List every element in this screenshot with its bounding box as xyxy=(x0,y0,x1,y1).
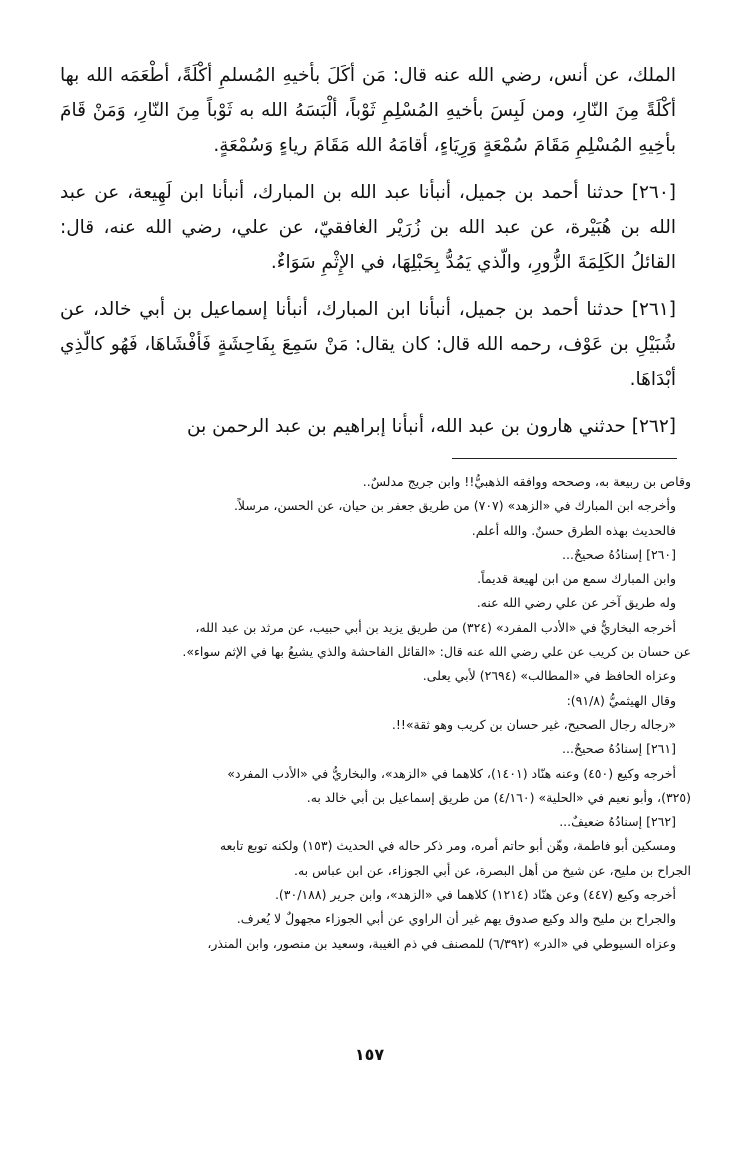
footnote-line: [٢٦٠] إسنادُهُ صحيحٌ... xyxy=(562,546,676,562)
footnote-line: [٢٦٢] إسنادُهُ ضعيفٌ... xyxy=(559,814,676,830)
page-number: ١٥٧ xyxy=(354,1045,385,1064)
footnote-line: وقال الهيثميُّ (٩١/٨): xyxy=(566,692,676,708)
footnotes xyxy=(50,470,691,956)
footnote-line: أخرجه البخاريُّ في «الأدب المفرد» (٣٢٤) من طريق يزيد بن أبي حبيب، عن مرثد بن عبد الله، xyxy=(195,619,676,635)
footnote-line: وقاص بن ربيعة به، وصححه ووافقه الذهبيُّ!! وابن جريج مدلسٌ.. xyxy=(362,474,691,489)
footnote-line: وعزاه السيوطي في «الدر» (٦/٣٩٢) للمصنف في ذم الغيبة، وسعيد بن منصور، وابن المنذر، xyxy=(207,935,676,951)
footnote-line: فالحديث بهذه الطرق حسنٌ. والله أعلم. xyxy=(471,522,676,538)
hadith-261: [٢٦١] حدثنا أحمد بن جميل، أنبأنا ابن المبارك، أنبأنا إسماعيل بن أبي خالد، عن شُبَيْلِ بن عَوْف، رحمه الله قال: كان يقال: مَنْ سَمِعَ بِفَاحِشَةٍ فَأفْشَاهَا، فَهُو كالّذِي أبْدَاهَا. xyxy=(60,299,676,390)
footnote-line: وابن المبارك سمع من ابن لهيعة قديماً. xyxy=(477,571,676,587)
footnote-line: وعزاه الحافظ في «المطالب» (٢٦٩٤) لأبي يعلى. xyxy=(422,668,676,684)
footnote-line: الجراح بن مليح، عن شيخ من أهل البصرة، عن أبي الجوزاء، عن ابن عباس به. xyxy=(294,862,691,878)
footnote-line: وأخرجه ابن المبارك في «الزهد» (٧٠٧) من طريق جعفر بن حيان، عن الحسن، مرسلاً. xyxy=(233,498,676,514)
footnote-line: والجراح بن مليح والد وكيع صدوق يهم غير أن الراوي عن أبي الجوزاء مجهولٌ لا يُعرف. xyxy=(236,911,676,927)
main-text xyxy=(60,58,676,456)
footnote-line: وله طريق آخر عن علي رضي الله عنه. xyxy=(476,595,676,611)
main-paragraph: الملك، عن أنس، رضي الله عنه قال: مَن أكَلَ بأخيهِ المُسلمِ أكْلَةً، أطْعَمَه الله بها أكْلَةً مِنَ النّارِ، ومن لَبِسَ بأخيهِ المُسْلِمِ ثَوْباً، ألْبَسَهُ الله به ثَوْباً مِنَ النّارِ، وَمَنْ قَامَ بأخِيهِ المُسْلِمِ مَقَامَ سُمْعَةٍ وَرِيَاءٍ، أقامَهُ الله مَقَامَ رياءٍ وَسُمْعَةٍ. xyxy=(60,65,676,156)
footnote-line: (٣٢٥)، وأبو نعيم في «الحلية» (٤/١٦٠) من طريق إسماعيل بن أبي خالد به. xyxy=(306,789,691,805)
footnote-line: «رجاله رجال الصحيح، غير حسان بن كريب وهو ثقة»!!. xyxy=(391,716,676,732)
hadith-260: [٢٦٠] حدثنا أحمد بن جميل، أنبأنا عبد الله بن المبارك، أنبأنا ابن لَهِيعة، عن عبد الله بن هُبَيْرة، عن عبد الله بن زُرَيْر الغافقيّ، عن علي، رضي الله عنه، قال: القائلُ الكَلِمَةَ الزُّورِ، والّذي يَمُدُّ بِحَبْلِهَا، في الإِثْمِ سَوَاءٌ. xyxy=(60,182,676,273)
footnote-separator xyxy=(452,458,677,459)
footnote-line: [٢٦١] إسنادُهُ صحيحٌ... xyxy=(562,741,676,757)
footnote-line: عن حسان بن كريب عن علي رضي الله عنه قال: «القائل الفاحشة والذي يشيعُ بها في الإثم سواء». xyxy=(182,644,691,660)
footnote-line: ومسكين أبو فاطمة، وهّن أبو حاتم أمره، ومر ذكر حاله في الحديث (١٥٣) ولكنه توبع تابعه xyxy=(219,838,676,854)
hadith-262: [٢٦٢] حدثني هارون بن عبد الله، أنبأنا إبراهيم بن عبد الرحمن بن xyxy=(186,416,676,437)
footnote-line: أخرجه وكيع (٤٥٠) وعنه هنّاد (١٤٠١)، كلاهما في «الزهد»، والبخاريُّ في «الأدب المفرد» xyxy=(227,765,676,781)
footnote-line: أخرجه وكيع (٤٤٧) وعن هنّاد (١٢١٤) كلاهما في «الزهد»، وابن جرير (٣٠/١٨٨). xyxy=(274,887,676,903)
